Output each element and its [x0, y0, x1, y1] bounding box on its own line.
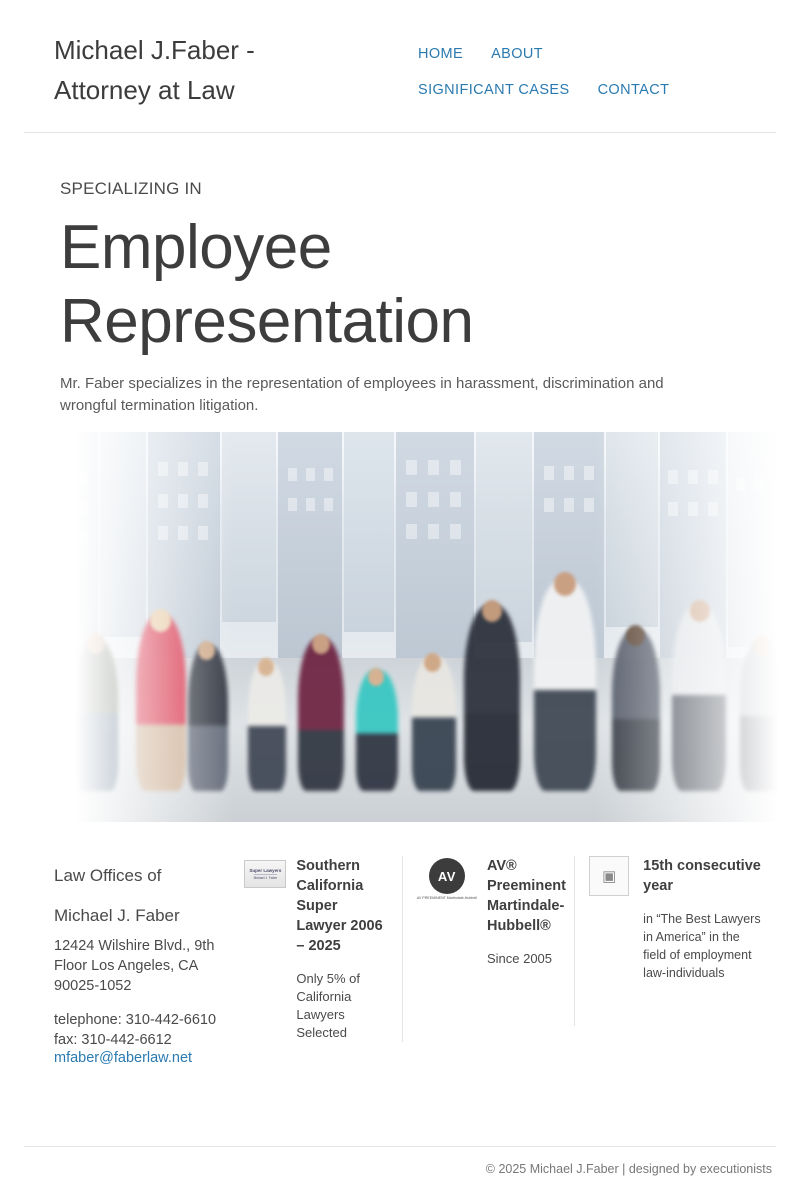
brand-link[interactable] — [54, 30, 404, 110]
office-info — [24, 856, 230, 1066]
av-seal-caption: AV PREEMINENT Martindale-Hubbell — [416, 896, 477, 900]
hero-eyebrow: SPECIALIZING IN — [60, 179, 202, 198]
brand-line-1: Michael J.Faber - — [54, 35, 255, 65]
nav-link-contact[interactable]: CONTACT — [597, 82, 670, 98]
nav-link-about[interactable]: ABOUT — [491, 46, 544, 62]
av-preeminent-seal-icon — [417, 856, 477, 1026]
best-lawyers-sub: in “The Best Lawyers in America” in the field of employment law-individuals — [643, 912, 761, 980]
main-navigation[interactable] — [404, 22, 776, 108]
crowd-photo — [40, 432, 790, 822]
copyright-text — [486, 1162, 772, 1176]
nav-link-significant-cases[interactable]: SIGNIFICANT CASES — [418, 82, 570, 98]
badge-best-lawyers — [575, 856, 776, 982]
office-telephone: telephone: 310-442-6610 — [54, 1012, 217, 1028]
best-lawyers-award-icon: ▣ — [589, 856, 629, 896]
best-lawyers-title: 15th consecutive year — [643, 858, 761, 894]
page-title — [24, 211, 776, 359]
office-line-2: Michael J. Faber — [54, 906, 180, 925]
office-line-1: Law Offices of — [54, 866, 162, 885]
badge-super-lawyer — [230, 856, 402, 1042]
office-email-link[interactable]: mfaber@faberlaw.net — [54, 1050, 193, 1066]
nav-link-home[interactable]: HOME — [418, 46, 464, 62]
brand-line-2: Attorney at Law — [54, 75, 235, 105]
av-seal-circle: AV — [429, 858, 465, 894]
footer-divider — [24, 1146, 776, 1147]
nav-list — [404, 36, 734, 108]
nav-item-home[interactable] — [404, 36, 477, 72]
hero-subtitle: Mr. Faber specializes in the representation of employees in harassment, discrimination and wrongful termination litigation. — [60, 375, 664, 414]
hero-image — [40, 432, 790, 822]
site-header — [0, 0, 800, 110]
super-lawyers-plaque-icon — [244, 860, 286, 888]
nav-item-contact[interactable] — [584, 72, 684, 108]
nav-item-about[interactable] — [477, 36, 557, 72]
badge-av-preeminent — [403, 856, 575, 1026]
hero-title-line-2: Representation — [60, 287, 474, 356]
super-lawyer-title: Southern California Super Lawyer 2006 – 2025 — [296, 858, 383, 954]
super-lawyers-plaque-text-2: Michael J. Faber — [253, 875, 278, 880]
office-address: 12424 Wilshire Blvd., 9th Floor Los Angeles, CA 90025-1052 — [54, 938, 215, 994]
av-preeminent-title: AV® Preeminent Martindale-Hubbell® — [486, 858, 566, 934]
hero-title-line-1: Employee — [60, 213, 332, 282]
site-brand[interactable] — [24, 22, 404, 110]
nav-item-significant-cases[interactable] — [404, 72, 584, 108]
av-preeminent-sub: Since 2005 — [486, 951, 553, 966]
footer-columns — [0, 822, 800, 1066]
copyright-label: © 2025 Michael J.Faber | designed by — [485, 1162, 700, 1176]
hero-section — [0, 133, 800, 417]
super-lawyer-sub: Only 5% of California Lawyers Selected — [296, 971, 360, 1040]
designer-link[interactable]: executionists — [699, 1162, 772, 1176]
office-fax: fax: 310-442-6612 — [54, 1032, 172, 1048]
super-lawyers-plaque-text-1: Super Lawyers — [249, 867, 282, 873]
